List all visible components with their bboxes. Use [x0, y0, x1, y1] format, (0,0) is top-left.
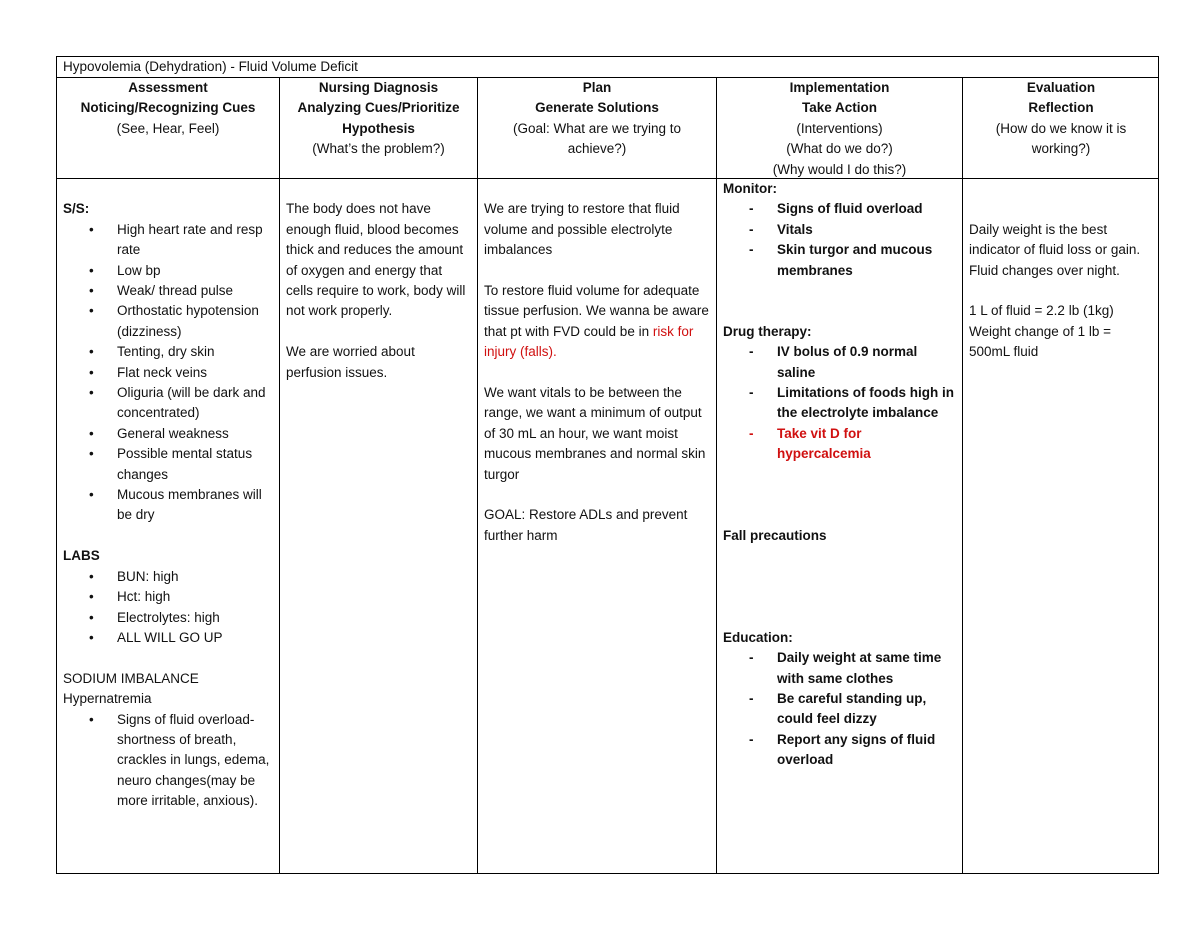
fall-precautions-label: Fall precautions	[723, 527, 827, 543]
header-note: (Goal: What are we trying to	[512, 120, 682, 136]
plan-text: To restore fluid volume for adequate tissue perfusion. We wanna be aware that pt with FVD could be in	[484, 283, 709, 339]
list-item: • Oliguria (will be dark and concentrated)	[117, 383, 273, 424]
diagnosis-body	[280, 179, 477, 873]
list-item: • Mucous membranes will be dry	[117, 485, 273, 526]
labs-list	[63, 567, 273, 649]
header-title: Implementation	[789, 80, 890, 95]
header-note: (What do we do?)	[786, 141, 893, 157]
list-item: - Daily weight at same time with same clothes	[777, 648, 956, 689]
plan-header	[478, 77, 716, 179]
header-note: (Interventions)	[796, 120, 883, 136]
drug-therapy-label: Drug therapy:	[723, 323, 812, 339]
list-item: • Possible mental status changes	[117, 444, 273, 485]
diagnosis-column	[280, 77, 478, 873]
header-title: Nursing Diagnosis	[318, 80, 439, 95]
header-note: (What’s the problem?)	[312, 141, 445, 157]
list-item: • Weak/ thread pulse	[117, 281, 273, 301]
monitor-list	[723, 199, 956, 281]
plan-paragraph: We are trying to restore that fluid volume and possible electrolyte imbalances	[484, 201, 680, 258]
header-note: working?)	[1031, 141, 1091, 157]
implementation-column	[717, 77, 963, 873]
evaluation-header	[963, 77, 1159, 179]
plan-goal: GOAL: Restore ADLs and prevent further harm	[484, 507, 688, 543]
monitor-label: Monitor:	[723, 181, 777, 196]
assessment-column	[57, 77, 280, 873]
sodium-label: SODIUM IMBALANCE	[63, 670, 199, 686]
plan-paragraph	[484, 281, 710, 363]
care-plan-table	[56, 56, 1159, 874]
list-item: • BUN: high	[117, 567, 273, 587]
header-note: achieve?)	[567, 141, 627, 157]
list-item: • Electrolytes: high	[117, 608, 273, 628]
list-item: • General weakness	[117, 424, 273, 444]
plan-body	[478, 179, 716, 873]
list-item: • Orthostatic hypotension (dizziness)	[117, 301, 273, 342]
header-title: Assessment	[128, 80, 208, 95]
list-item: - IV bolus of 0.9 normal saline	[777, 342, 956, 383]
list-item-highlight: - Take vit D for hypercalcemia	[777, 424, 956, 465]
header-note: (How do we know it is	[995, 120, 1127, 136]
list-item: • Signs of fluid overload- shortness of breath, crackles in lungs, edema, neuro changes(may be more irritable, anxious).	[117, 710, 273, 812]
implementation-body	[717, 179, 962, 873]
list-item: • Flat neck veins	[117, 363, 273, 383]
list-item: • Tenting, dry skin	[117, 342, 273, 362]
implementation-header	[717, 77, 962, 179]
assessment-header	[57, 77, 279, 179]
header-subtitle: Reflection	[1028, 100, 1094, 116]
labs-label: LABS	[63, 548, 100, 564]
plan-column	[478, 77, 717, 873]
diagnosis-paragraph: We are worried about perfusion issues.	[286, 344, 415, 380]
header-subtitle: Hypothesis	[342, 120, 415, 136]
table-title: Hypovolemia (Dehydration) - Fluid Volume Deficit	[57, 57, 1158, 78]
header-title: Plan	[582, 80, 612, 95]
header-subtitle: Noticing/Recognizing Cues	[80, 100, 256, 116]
header-note: (See, Hear, Feel)	[116, 120, 220, 136]
list-item: - Limitations of foods high in the electrolyte imbalance	[777, 383, 956, 424]
plan-paragraph: We want vitals to be between the range, we want a minimum of output of 30 mL an hour, we want moist mucous membranes and normal skin turgor	[484, 385, 706, 482]
education-list	[723, 648, 956, 770]
evaluation-column	[963, 77, 1159, 873]
risk-highlight: risk for injury (falls).	[484, 323, 694, 360]
header-subtitle: Analyzing Cues/Prioritize	[297, 100, 460, 116]
evaluation-body	[963, 179, 1159, 873]
header-note: (Why would I do this?)	[772, 161, 907, 177]
evaluation-paragraph: Daily weight is the best indicator of fluid loss or gain. Fluid changes over night.	[969, 221, 1141, 278]
diagnosis-paragraph: The body does not have enough fluid, blood becomes thick and reduces the amount of oxygen and energy that cells require to work, body will not work properly.	[286, 201, 466, 319]
diagnosis-header	[280, 77, 477, 179]
list-item: • ALL WILL GO UP	[117, 628, 273, 648]
list-item: • Hct: high	[117, 587, 273, 607]
list-item: - Vitals	[777, 220, 956, 240]
evaluation-paragraph: 1 L of fluid = 2.2 lb (1kg) Weight change of 1 lb = 500mL fluid	[969, 303, 1114, 360]
ss-label: S/S:	[63, 201, 90, 217]
education-label: Education:	[723, 629, 793, 645]
drug-therapy-list	[723, 342, 956, 464]
header-subtitle: Generate Solutions	[535, 100, 659, 116]
list-item: - Signs of fluid overload	[777, 199, 956, 219]
hypernatremia-list	[63, 710, 273, 812]
list-item: • High heart rate and resp rate	[117, 220, 273, 261]
header-title: Evaluation	[1026, 80, 1096, 95]
list-item: - Skin turgor and mucous membranes	[777, 240, 956, 281]
header-subtitle: Take Action	[801, 100, 877, 116]
list-item: • Low bp	[117, 261, 273, 281]
ss-list	[63, 220, 273, 526]
assessment-body	[57, 179, 279, 873]
list-item: - Be careful standing up, could feel dizzy	[777, 689, 956, 730]
hypernatremia-label: Hypernatremia	[63, 691, 152, 707]
list-item: - Report any signs of fluid overload	[777, 730, 956, 771]
